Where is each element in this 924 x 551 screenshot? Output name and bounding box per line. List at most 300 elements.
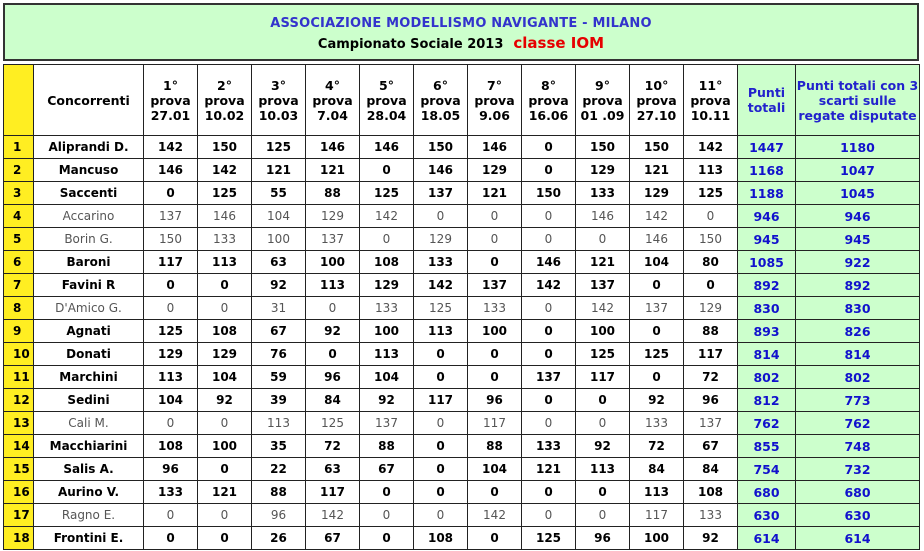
- race-score: 0: [414, 366, 468, 389]
- race-score: 150: [414, 136, 468, 159]
- race-score: 31: [252, 297, 306, 320]
- race-score: 0: [414, 343, 468, 366]
- race-score: 0: [468, 481, 522, 504]
- table-row: [4, 320, 920, 343]
- race-score: 117: [576, 366, 630, 389]
- net-points-cell: 802: [796, 366, 920, 389]
- race-score: 96: [684, 389, 738, 412]
- net-points-cell: 922: [796, 251, 920, 274]
- race-score: 0: [198, 458, 252, 481]
- race-score: 104: [630, 251, 684, 274]
- competitors-header: Concorrenti: [34, 65, 144, 136]
- race-score: 117: [144, 251, 198, 274]
- race-score: 96: [252, 504, 306, 527]
- race-score: 146: [468, 136, 522, 159]
- race-score: 0: [306, 297, 360, 320]
- race-header-10: [630, 65, 684, 136]
- race-score: 125: [198, 182, 252, 205]
- table-row: [4, 251, 920, 274]
- race-num: 1°: [163, 77, 178, 93]
- table-row: [4, 159, 920, 182]
- table-row: [4, 136, 920, 159]
- race-score: 142: [360, 205, 414, 228]
- race-score: 92: [360, 389, 414, 412]
- race-score: 0: [684, 205, 738, 228]
- total-points-cell: 892: [738, 274, 796, 297]
- position-cell: 8: [4, 297, 34, 320]
- race-word: prova: [258, 92, 299, 108]
- race-score: 133: [198, 228, 252, 251]
- race-score: 0: [414, 504, 468, 527]
- race-score: 117: [414, 389, 468, 412]
- race-date: 7.04: [317, 107, 348, 123]
- position-cell: 12: [4, 389, 34, 412]
- race-num: 9°: [595, 77, 610, 93]
- race-score: 125: [684, 182, 738, 205]
- race-score: 0: [468, 251, 522, 274]
- race-score: 0: [414, 435, 468, 458]
- position-cell: 7: [4, 274, 34, 297]
- race-score: 96: [306, 366, 360, 389]
- race-score: 0: [522, 136, 576, 159]
- race-score: 125: [144, 320, 198, 343]
- competitor-name: D'Amico G.: [34, 297, 144, 320]
- race-score: 0: [468, 366, 522, 389]
- race-score: 0: [198, 297, 252, 320]
- position-cell: 15: [4, 458, 34, 481]
- race-score: 0: [414, 481, 468, 504]
- race-score: 0: [630, 320, 684, 343]
- position-header: [4, 65, 34, 136]
- competitor-name: Sedini: [34, 389, 144, 412]
- race-score: 0: [522, 320, 576, 343]
- net-points-cell: 748: [796, 435, 920, 458]
- competitor-name: Macchiarini: [34, 435, 144, 458]
- total-points-cell: 1188: [738, 182, 796, 205]
- race-score: 0: [468, 205, 522, 228]
- race-word: prova: [366, 92, 407, 108]
- race-score: 113: [630, 481, 684, 504]
- table-row: [4, 481, 920, 504]
- race-score: 92: [198, 389, 252, 412]
- net-points-cell: 826: [796, 320, 920, 343]
- race-score: 0: [576, 228, 630, 251]
- race-score: 0: [522, 504, 576, 527]
- race-score: 0: [306, 343, 360, 366]
- race-score: 0: [522, 297, 576, 320]
- race-header-2: [198, 65, 252, 136]
- race-date: 27.01: [150, 107, 191, 123]
- race-score: 121: [630, 159, 684, 182]
- total-points-cell: 802: [738, 366, 796, 389]
- total-points-cell: 945: [738, 228, 796, 251]
- race-score: 0: [144, 297, 198, 320]
- net-points-header: Punti totali con 3 scarti sulle regate disputate: [796, 65, 920, 136]
- race-date: 01 .09: [580, 107, 625, 123]
- race-score: 80: [684, 251, 738, 274]
- race-score: 121: [306, 159, 360, 182]
- race-score: 150: [630, 136, 684, 159]
- race-score: 0: [522, 228, 576, 251]
- net-points-cell: 1045: [796, 182, 920, 205]
- table-row: [4, 182, 920, 205]
- race-header-1: [144, 65, 198, 136]
- total-points-cell: 1085: [738, 251, 796, 274]
- race-score: 129: [144, 343, 198, 366]
- competitor-name: Aliprandi D.: [34, 136, 144, 159]
- race-score: 121: [252, 159, 306, 182]
- race-score: 0: [360, 159, 414, 182]
- race-score: 0: [198, 412, 252, 435]
- race-date: 9.06: [479, 107, 510, 123]
- race-score: 146: [576, 205, 630, 228]
- race-score: 125: [360, 182, 414, 205]
- race-score: 150: [576, 136, 630, 159]
- race-score: 137: [684, 412, 738, 435]
- race-score: 84: [630, 458, 684, 481]
- race-score: 96: [144, 458, 198, 481]
- race-score: 100: [198, 435, 252, 458]
- race-score: 129: [306, 205, 360, 228]
- race-score: 133: [414, 251, 468, 274]
- race-word: prova: [582, 92, 623, 108]
- race-score: 88: [360, 435, 414, 458]
- race-score: 0: [468, 228, 522, 251]
- race-score: 142: [684, 136, 738, 159]
- race-score: 129: [684, 297, 738, 320]
- net-points-cell: 762: [796, 412, 920, 435]
- race-word: prova: [312, 92, 353, 108]
- race-score: 121: [522, 458, 576, 481]
- race-score: 0: [576, 481, 630, 504]
- race-score: 150: [522, 182, 576, 205]
- position-cell: 18: [4, 527, 34, 550]
- race-score: 72: [630, 435, 684, 458]
- race-score: 113: [414, 320, 468, 343]
- race-header-9: [576, 65, 630, 136]
- race-score: 146: [360, 136, 414, 159]
- race-score: 0: [360, 481, 414, 504]
- race-score: 22: [252, 458, 306, 481]
- race-score: 0: [522, 412, 576, 435]
- race-header-3: [252, 65, 306, 136]
- race-score: 0: [630, 366, 684, 389]
- race-score: 137: [468, 274, 522, 297]
- race-score: 142: [414, 274, 468, 297]
- race-score: 133: [630, 412, 684, 435]
- race-word: prova: [690, 92, 731, 108]
- race-score: 142: [144, 136, 198, 159]
- race-date: 10.11: [690, 107, 731, 123]
- race-score: 88: [468, 435, 522, 458]
- race-score: 133: [360, 297, 414, 320]
- position-cell: 6: [4, 251, 34, 274]
- competitor-name: Mancuso: [34, 159, 144, 182]
- race-score: 92: [630, 389, 684, 412]
- race-score: 0: [576, 389, 630, 412]
- net-points-cell: 1047: [796, 159, 920, 182]
- race-score: 0: [576, 504, 630, 527]
- race-score: 125: [576, 343, 630, 366]
- race-num: 7°: [487, 77, 502, 93]
- table-row: [4, 297, 920, 320]
- position-cell: 13: [4, 412, 34, 435]
- competitor-name: Favini R: [34, 274, 144, 297]
- race-score: 125: [630, 343, 684, 366]
- race-score: 0: [360, 527, 414, 550]
- net-points-cell: 830: [796, 297, 920, 320]
- race-word: prova: [474, 92, 515, 108]
- race-num: 10°: [644, 77, 669, 93]
- race-score: 137: [414, 182, 468, 205]
- race-num: 5°: [379, 77, 394, 93]
- total-points-cell: 630: [738, 504, 796, 527]
- race-score: 100: [468, 320, 522, 343]
- race-score: 142: [198, 159, 252, 182]
- race-score: 113: [360, 343, 414, 366]
- race-score: 150: [144, 228, 198, 251]
- table-row: [4, 412, 920, 435]
- race-score: 92: [306, 320, 360, 343]
- race-score: 113: [684, 159, 738, 182]
- race-date: 27.10: [636, 107, 677, 123]
- race-word: prova: [204, 92, 245, 108]
- race-score: 137: [144, 205, 198, 228]
- race-score: 113: [144, 366, 198, 389]
- race-score: 125: [522, 527, 576, 550]
- total-points-cell: 1168: [738, 159, 796, 182]
- race-score: 104: [360, 366, 414, 389]
- race-score: 125: [306, 412, 360, 435]
- race-score: 108: [360, 251, 414, 274]
- race-score: 0: [630, 274, 684, 297]
- race-score: 113: [306, 274, 360, 297]
- race-score: 129: [576, 159, 630, 182]
- race-score: 146: [522, 251, 576, 274]
- race-header-5: [360, 65, 414, 136]
- race-score: 0: [414, 412, 468, 435]
- race-score: 142: [468, 504, 522, 527]
- championship-name: Campionato Sociale 2013: [317, 37, 504, 52]
- race-score: 104: [252, 205, 306, 228]
- race-score: 88: [306, 182, 360, 205]
- table-row: [4, 458, 920, 481]
- class-label: classe IOM: [513, 34, 605, 52]
- race-header-11: [684, 65, 738, 136]
- race-score: 67: [306, 527, 360, 550]
- position-cell: 16: [4, 481, 34, 504]
- competitor-name: Cali M.: [34, 412, 144, 435]
- race-score: 142: [306, 504, 360, 527]
- race-score: 117: [306, 481, 360, 504]
- table-row: [4, 228, 920, 251]
- race-score: 63: [252, 251, 306, 274]
- race-score: 150: [198, 136, 252, 159]
- race-score: 121: [576, 251, 630, 274]
- race-score: 129: [414, 228, 468, 251]
- race-score: 146: [144, 159, 198, 182]
- race-score: 113: [576, 458, 630, 481]
- header-row: [4, 65, 920, 136]
- competitor-name: Borin G.: [34, 228, 144, 251]
- race-score: 59: [252, 366, 306, 389]
- competitor-name: Donati: [34, 343, 144, 366]
- race-score: 137: [360, 412, 414, 435]
- race-score: 121: [468, 182, 522, 205]
- race-score: 146: [630, 228, 684, 251]
- net-points-cell: 814: [796, 343, 920, 366]
- race-score: 35: [252, 435, 306, 458]
- race-header-4: [306, 65, 360, 136]
- position-cell: 2: [4, 159, 34, 182]
- race-num: 2°: [217, 77, 232, 93]
- race-score: 108: [198, 320, 252, 343]
- race-num: 8°: [541, 77, 556, 93]
- race-score: 72: [306, 435, 360, 458]
- race-score: 92: [684, 527, 738, 550]
- race-word: prova: [420, 92, 461, 108]
- race-score: 113: [198, 251, 252, 274]
- race-num: 11°: [698, 77, 723, 93]
- race-score: 84: [684, 458, 738, 481]
- total-points-cell: 754: [738, 458, 796, 481]
- table-row: [4, 527, 920, 550]
- race-score: 0: [576, 412, 630, 435]
- race-num: 3°: [271, 77, 286, 93]
- race-score: 67: [360, 458, 414, 481]
- race-word: prova: [528, 92, 569, 108]
- championship-subtitle: [5, 34, 917, 52]
- net-points-cell: 732: [796, 458, 920, 481]
- race-score: 100: [306, 251, 360, 274]
- race-score: 117: [630, 504, 684, 527]
- race-score: 137: [306, 228, 360, 251]
- race-score: 0: [414, 205, 468, 228]
- race-score: 76: [252, 343, 306, 366]
- race-score: 133: [144, 481, 198, 504]
- net-points-cell: 1180: [796, 136, 920, 159]
- race-score: 150: [684, 228, 738, 251]
- table-row: [4, 366, 920, 389]
- position-cell: 17: [4, 504, 34, 527]
- position-cell: 3: [4, 182, 34, 205]
- race-score: 108: [684, 481, 738, 504]
- position-cell: 9: [4, 320, 34, 343]
- total-points-cell: 830: [738, 297, 796, 320]
- competitor-name: Saccenti: [34, 182, 144, 205]
- total-points-cell: 680: [738, 481, 796, 504]
- race-score: 0: [144, 504, 198, 527]
- race-score: 0: [522, 389, 576, 412]
- race-date: 28.04: [366, 107, 407, 123]
- race-header-6: [414, 65, 468, 136]
- race-score: 67: [684, 435, 738, 458]
- race-date: 10.03: [258, 107, 299, 123]
- table-row: [4, 435, 920, 458]
- race-date: 16.06: [528, 107, 569, 123]
- race-score: 0: [522, 159, 576, 182]
- header-banner: [3, 3, 919, 61]
- race-score: 92: [252, 274, 306, 297]
- total-points-cell: 893: [738, 320, 796, 343]
- competitor-name: Baroni: [34, 251, 144, 274]
- race-score: 0: [198, 274, 252, 297]
- total-points-cell: 812: [738, 389, 796, 412]
- table-row: [4, 504, 920, 527]
- race-date: 10.02: [204, 107, 245, 123]
- race-score: 0: [198, 527, 252, 550]
- race-score: 0: [198, 504, 252, 527]
- race-header-7: [468, 65, 522, 136]
- race-score: 129: [360, 274, 414, 297]
- race-score: 137: [522, 366, 576, 389]
- total-points-cell: 946: [738, 205, 796, 228]
- position-cell: 14: [4, 435, 34, 458]
- race-score: 0: [360, 228, 414, 251]
- race-score: 125: [252, 136, 306, 159]
- race-score: 96: [468, 389, 522, 412]
- race-score: 67: [252, 320, 306, 343]
- net-points-cell: 946: [796, 205, 920, 228]
- table-row: [4, 274, 920, 297]
- competitor-name: Ragno E.: [34, 504, 144, 527]
- race-score: 0: [522, 343, 576, 366]
- race-score: 88: [252, 481, 306, 504]
- race-score: 133: [522, 435, 576, 458]
- race-score: 142: [630, 205, 684, 228]
- race-score: 63: [306, 458, 360, 481]
- race-score: 0: [522, 205, 576, 228]
- race-score: 0: [684, 274, 738, 297]
- race-score: 100: [630, 527, 684, 550]
- standings-body: [4, 136, 920, 550]
- race-score: 125: [414, 297, 468, 320]
- race-score: 39: [252, 389, 306, 412]
- race-score: 129: [468, 159, 522, 182]
- race-score: 133: [684, 504, 738, 527]
- race-score: 100: [360, 320, 414, 343]
- total-points-cell: 1447: [738, 136, 796, 159]
- race-score: 92: [576, 435, 630, 458]
- standings-table: [3, 64, 920, 550]
- race-score: 142: [522, 274, 576, 297]
- race-score: 129: [198, 343, 252, 366]
- race-score: 121: [198, 481, 252, 504]
- race-score: 104: [468, 458, 522, 481]
- race-word: prova: [150, 92, 191, 108]
- race-score: 104: [144, 389, 198, 412]
- race-score: 0: [144, 412, 198, 435]
- competitor-name: Frontini E.: [34, 527, 144, 550]
- total-points-cell: 762: [738, 412, 796, 435]
- position-cell: 1: [4, 136, 34, 159]
- total-points-cell: 814: [738, 343, 796, 366]
- race-score: 0: [144, 527, 198, 550]
- race-score: 104: [198, 366, 252, 389]
- race-score: 100: [576, 320, 630, 343]
- race-score: 0: [144, 274, 198, 297]
- race-score: 146: [306, 136, 360, 159]
- race-score: 137: [630, 297, 684, 320]
- net-points-cell: 680: [796, 481, 920, 504]
- race-score: 146: [414, 159, 468, 182]
- race-score: 133: [576, 182, 630, 205]
- competitor-name: Salis A.: [34, 458, 144, 481]
- position-cell: 11: [4, 366, 34, 389]
- competitor-name: Accarino: [34, 205, 144, 228]
- race-score: 84: [306, 389, 360, 412]
- race-score: 88: [684, 320, 738, 343]
